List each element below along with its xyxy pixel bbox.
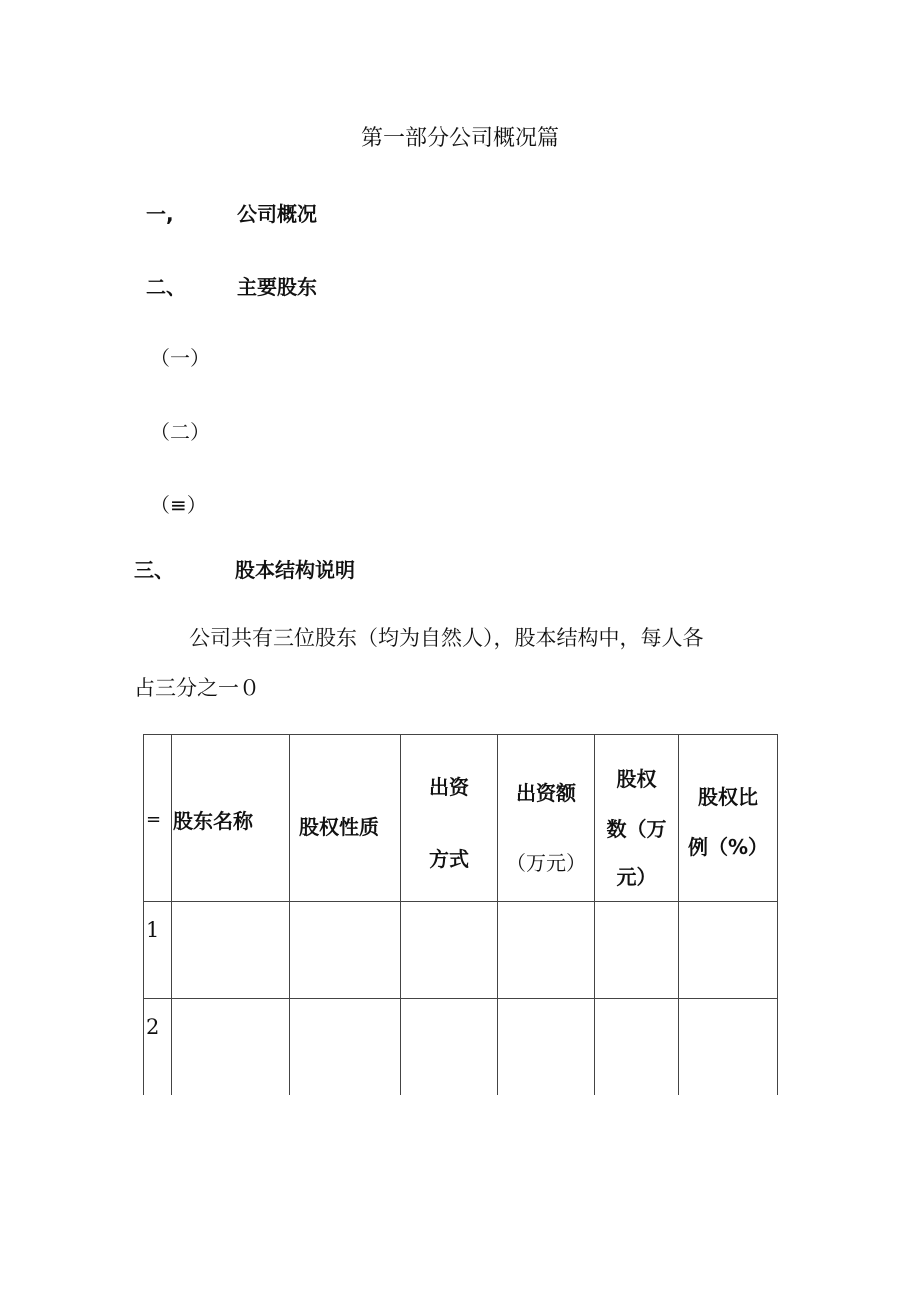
row-1-nature-cell bbox=[290, 902, 401, 999]
header-method-cell bbox=[401, 735, 498, 902]
table-row bbox=[144, 902, 778, 999]
header-ratio-cell bbox=[679, 735, 778, 902]
header-amount-line1: 出资额 bbox=[516, 781, 576, 805]
header-nature: 股权性质 bbox=[299, 815, 379, 839]
section-1-number: 一, bbox=[146, 202, 174, 226]
header-method-line2: 方式 bbox=[429, 847, 469, 871]
row-2-method-cell bbox=[401, 999, 498, 1096]
header-ratio-line1: 股权比 bbox=[698, 785, 758, 809]
row-1-ratio-cell bbox=[679, 902, 778, 999]
row-1-index: 1 bbox=[146, 918, 160, 942]
header-shares-line3: 元） bbox=[616, 865, 657, 889]
sub-item-3: （≡） bbox=[150, 493, 207, 517]
header-amount-line2: （万元） bbox=[506, 851, 586, 875]
section-3-number: 三、 bbox=[134, 558, 174, 582]
header-name: 股东名称 bbox=[173, 809, 253, 833]
row-2-nature-cell bbox=[290, 999, 401, 1096]
section-2-heading: 主要股东 bbox=[237, 275, 317, 299]
row-2-index-cell bbox=[144, 999, 172, 1096]
row-1-method-cell bbox=[401, 902, 498, 999]
row-2-index: 2 bbox=[146, 1015, 160, 1039]
shareholder-table bbox=[143, 734, 778, 1095]
header-amount-cell bbox=[498, 735, 595, 902]
row-2-shares-cell bbox=[595, 999, 679, 1096]
header-shares-line1: 股权 bbox=[616, 767, 657, 791]
header-ratio-line2: 例（%） bbox=[687, 835, 769, 859]
row-1-shares-cell bbox=[595, 902, 679, 999]
header-name-cell bbox=[172, 735, 290, 902]
header-nature-cell bbox=[290, 735, 401, 902]
sub-item-2: （二） bbox=[150, 420, 210, 444]
header-index-cell bbox=[144, 735, 172, 902]
row-2-name-cell bbox=[172, 999, 290, 1096]
header-method-line1: 出资 bbox=[429, 775, 469, 799]
header-shares-line2: 数（万 bbox=[606, 817, 667, 841]
row-1-amount-cell bbox=[498, 902, 595, 999]
table-header-row bbox=[144, 735, 778, 902]
paragraph-line-1: 公司共有三位股东（均为自然人），股本结构中，每人各 bbox=[189, 626, 704, 650]
row-2-ratio-cell bbox=[679, 999, 778, 1096]
paragraph-line-2: 占三分之一０ bbox=[134, 676, 260, 700]
table-row bbox=[144, 999, 778, 1096]
sub-item-1: （一） bbox=[150, 346, 210, 370]
row-1-index-cell bbox=[144, 902, 172, 999]
section-1-heading: 公司概况 bbox=[237, 202, 317, 226]
row-2-amount-cell bbox=[498, 999, 595, 1096]
header-shares-cell bbox=[595, 735, 679, 902]
section-3-heading: 股本结构说明 bbox=[235, 558, 355, 582]
header-index: = bbox=[146, 809, 162, 830]
section-2-number: 二、 bbox=[146, 275, 186, 299]
row-1-name-cell bbox=[172, 902, 290, 999]
page-title: 第一部分公司概况篇 bbox=[360, 126, 559, 151]
